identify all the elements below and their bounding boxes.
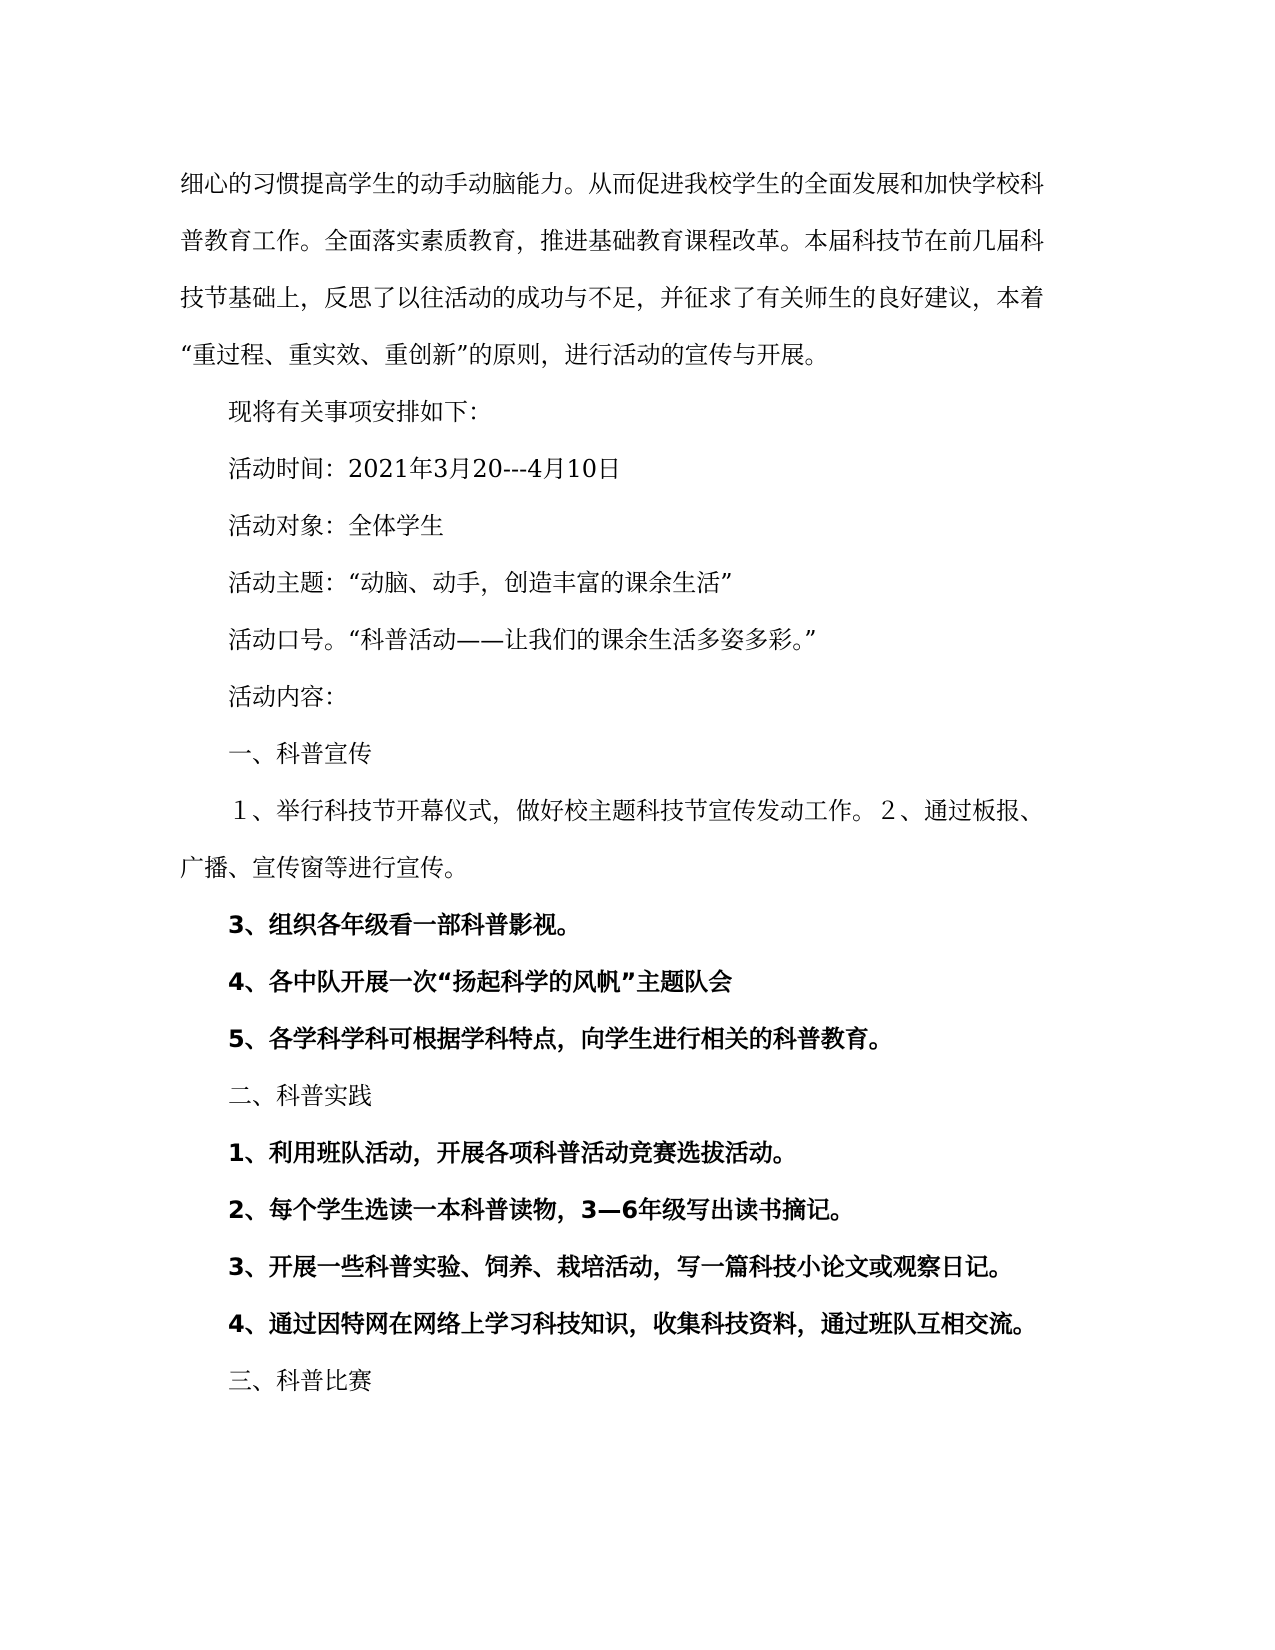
paragraph-line: 普教育工作。全面落实素质教育，推进基础教育课程改革。本届科技节在前几届科 [180, 227, 1044, 255]
list-item: 4、各中队开展一次“扬起科学的风帆”主题队会 [228, 968, 733, 996]
list-item: １、举行科技节开幕仪式，做好校主题科技节宣传发动工作。２、通过板报、 [228, 797, 1044, 825]
activity-content-label: 活动内容： [228, 683, 348, 711]
activity-slogan: 活动口号。“科普活动——让我们的课余生活多姿多彩。” [228, 626, 817, 654]
paragraph-line: “重过程、重实效、重创新”的原则，进行活动的宣传与开展。 [180, 341, 829, 369]
list-item: 2、每个学生选读一本科普读物，3—6年级写出读书摘记。 [228, 1196, 855, 1224]
paragraph-line: 细心的习惯提高学生的动手动脑能力。从而促进我校学生的全面发展和加快学校科 [180, 170, 1044, 198]
list-item: 5、各学科学科可根据学科特点，向学生进行相关的科普教育。 [228, 1025, 893, 1053]
activity-target: 活动对象：全体学生 [228, 512, 444, 540]
section-heading: 二、科普实践 [228, 1082, 372, 1110]
list-item: 3、开展一些科普实验、饲养、栽培活动，写一篇科技小论文或观察日记。 [228, 1253, 1013, 1281]
paragraph-line: 技节基础上，反思了以往活动的成功与不足，并征求了有关师生的良好建议，本着 [180, 284, 1044, 312]
list-item: 4、通过因特网在网络上学习科技知识，收集科技资料，通过班队互相交流。 [228, 1310, 1037, 1338]
list-item: 3、组织各年级看一部科普影视。 [228, 911, 581, 939]
list-item-continuation: 广播、宣传窗等进行宣传。 [180, 854, 468, 882]
activity-time: 活动时间：2021年3月20---4月10日 [228, 455, 622, 483]
section-heading: 一、科普宣传 [228, 740, 372, 768]
arrangement-intro: 现将有关事项安排如下： [228, 398, 492, 426]
section-heading: 三、科普比赛 [228, 1367, 372, 1395]
activity-theme: 活动主题：“动脑、动手，创造丰富的课余生活” [228, 569, 733, 597]
list-item: 1、利用班队活动，开展各项科普活动竞赛选拔活动。 [228, 1139, 797, 1167]
